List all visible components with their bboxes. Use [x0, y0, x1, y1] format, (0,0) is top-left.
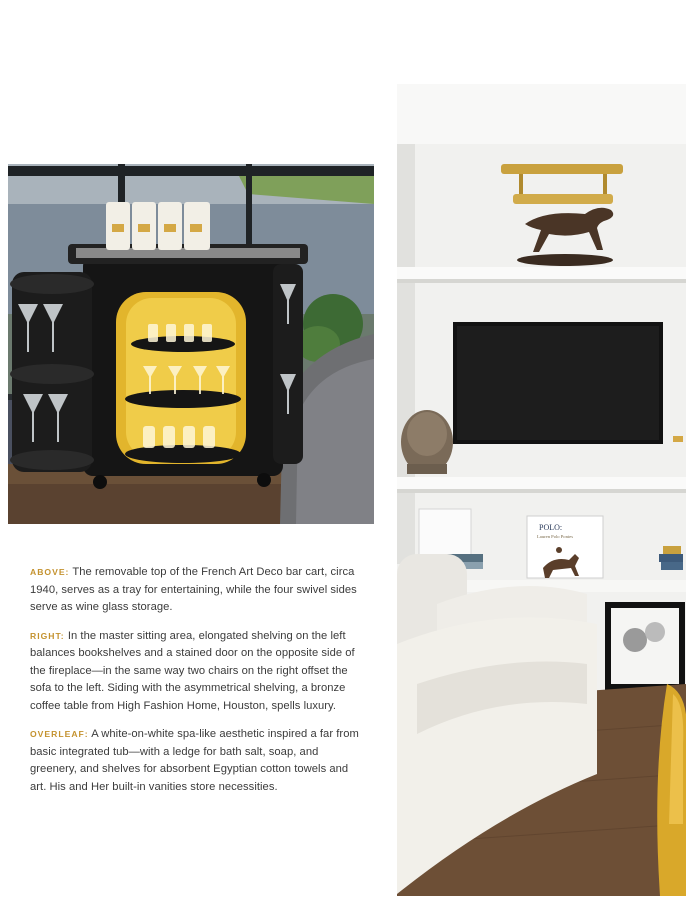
sitting-room-photo [397, 84, 686, 896]
book-subtitle: Lauren Polo Ponies [537, 534, 573, 539]
caption-text-overleaf: A white-on-white spa-like aesthetic inspired a far from basic integrated tub—with a ledge for bath salt, soap, and greenery, and shelves for absorbent Egyptian cotton towels and art. His and Her built-in vanities store necessities. [30, 728, 359, 793]
caption-text-right: In the master sitting area, elongated shelving on the left balances bookshelves and a stained door on the opposite side of the fireplace—in the same way two chairs on the right offset the sofa to the left. Siding with the asymmetrical shelving, a bronze coffee table from High Fashion Home, Houston, spells luxury. [30, 629, 355, 712]
caption-above [30, 564, 360, 617]
book-title: POLO: [539, 523, 563, 532]
bar-cart-photo [8, 164, 374, 524]
caption-label-right: RIGHT: [30, 630, 65, 641]
caption-right [30, 628, 360, 716]
bar-cart-illustration [8, 164, 374, 524]
captions-block [30, 564, 360, 807]
sitting-room-illustration [397, 84, 686, 896]
caption-overleaf [30, 726, 360, 796]
caption-label-above: ABOVE: [30, 567, 70, 577]
caption-label-overleaf: OVERLEAF: [30, 729, 89, 739]
caption-text-above: The removable top of the French Art Deco bar cart, circa 1940, serves as a tray for entertaining, while the four swivel sides serve as wine glass storage. [30, 566, 357, 613]
